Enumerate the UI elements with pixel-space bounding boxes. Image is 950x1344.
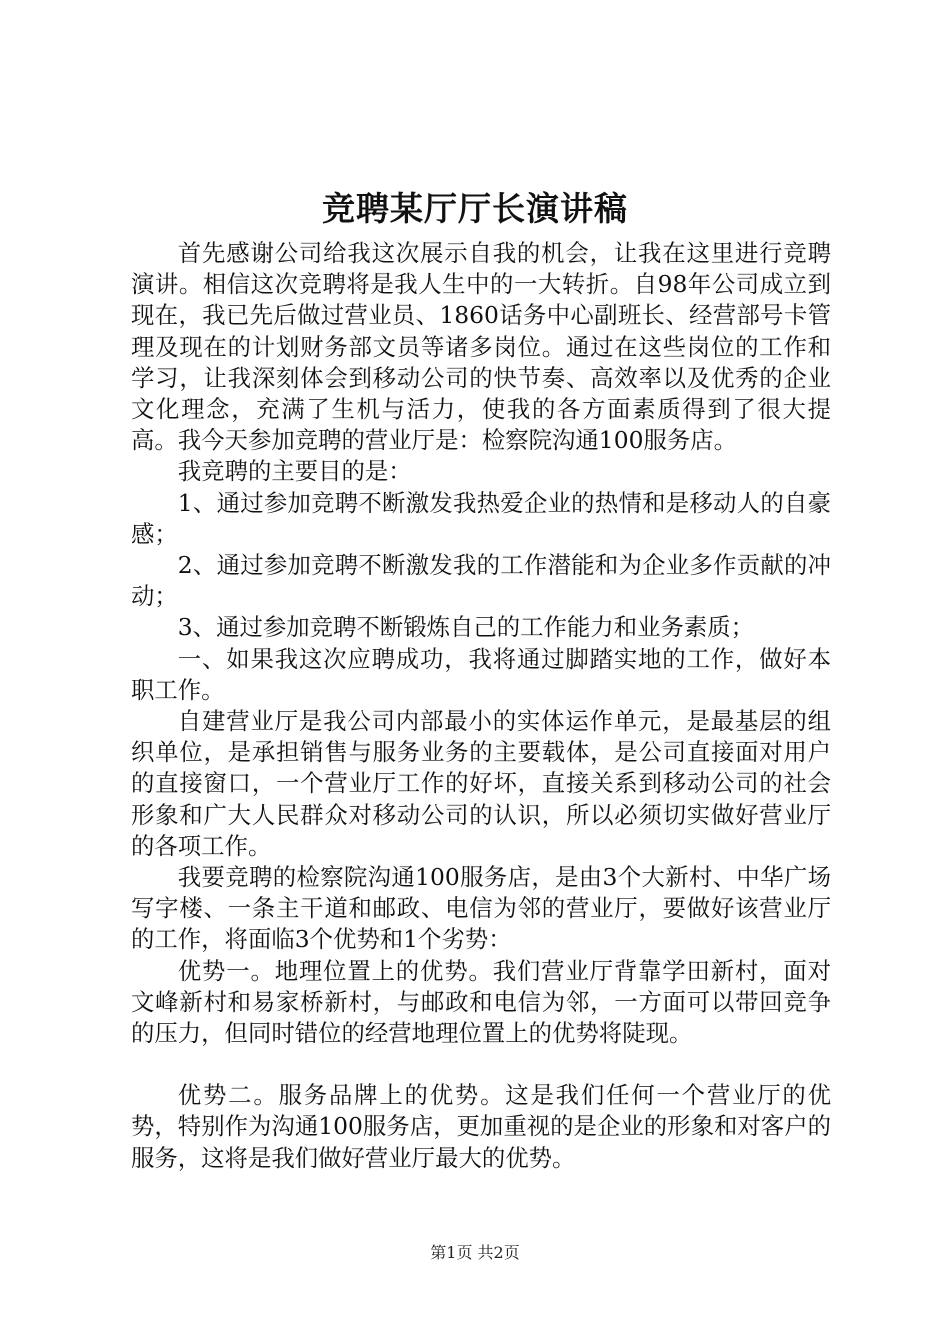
document-body	[131, 238, 831, 1174]
paragraph-advantage-1: 优势一。地理位置上的优势。我们营业厅背靠学田新村，面对文峰新村和易家桥新村，与邮政和电信为邻，一方面可以带回竞争的压力，但同时错位的经营地理位置上的优势将陡现。	[131, 956, 831, 1048]
page-footer: 第1页 共2页	[430, 1243, 520, 1262]
paragraph-goal-1: 1、通过参加竞聘不断激发我热爱企业的热情和是移动人的自豪感；	[131, 488, 831, 548]
paragraph-advantage-2: 优势二。服务品牌上的优势。这是我们任何一个营业厅的优势，特别作为沟通100服务店，更加重视的是企业的形象和对客户的服务，这将是我们做好营业厅最大的优势。	[131, 1081, 831, 1172]
paragraph-store-role: 自建营业厅是我公司内部最小的实体运作单元，是最基层的组织单位，是承担销售与服务业务的主要载体，是公司直接面对用户的直接窗口，一个营业厅工作的好坏，直接关系到移动公司的社会形象和广大人民群众对移动公司的认识，所以必须切实做好营业厅的各项工作。	[131, 707, 831, 860]
paragraph-goals-heading: 我竞聘的主要目的是：	[177, 457, 412, 486]
paragraph-section-1: 一、如果我这次应聘成功，我将通过脚踏实地的工作，做好本职工作。	[131, 644, 831, 704]
paragraph-goal-3: 3、通过参加竞聘不断锻炼自己的工作能力和业务素质；	[177, 613, 755, 642]
paragraph-store-context: 我要竞聘的检察院沟通100服务店，是由3个大新村、中华广场写字楼、一条主干道和邮政、电信为邻的营业厅，要做好该营业厅的工作，将面临3个优势和1个劣势：	[131, 863, 831, 954]
paragraph-goal-2: 2、通过参加竞聘不断激发我的工作潜能和为企业多作贡献的冲动；	[131, 551, 831, 611]
paragraph-intro: 首先感谢公司给我这次展示自我的机会，让我在这里进行竞聘演讲。相信这次竞聘将是我人生中的一大转折。自98年公司成立到现在，我已先后做过营业员、1860话务中心副班长、经营部号卡管理及现在的计划财务部文员等诸多岗位。通过在这些岗位的工作和学习，让我深刻体会到移动公司的快节奏、高效率以及优秀的企业文化理念，充满了生机与活力，使我的各方面素质得到了很大提高。我今天参加竞聘的营业厅是：检察院沟通100服务店。	[131, 239, 831, 455]
document-title: 竞聘某厅厅长演讲稿	[322, 189, 628, 228]
